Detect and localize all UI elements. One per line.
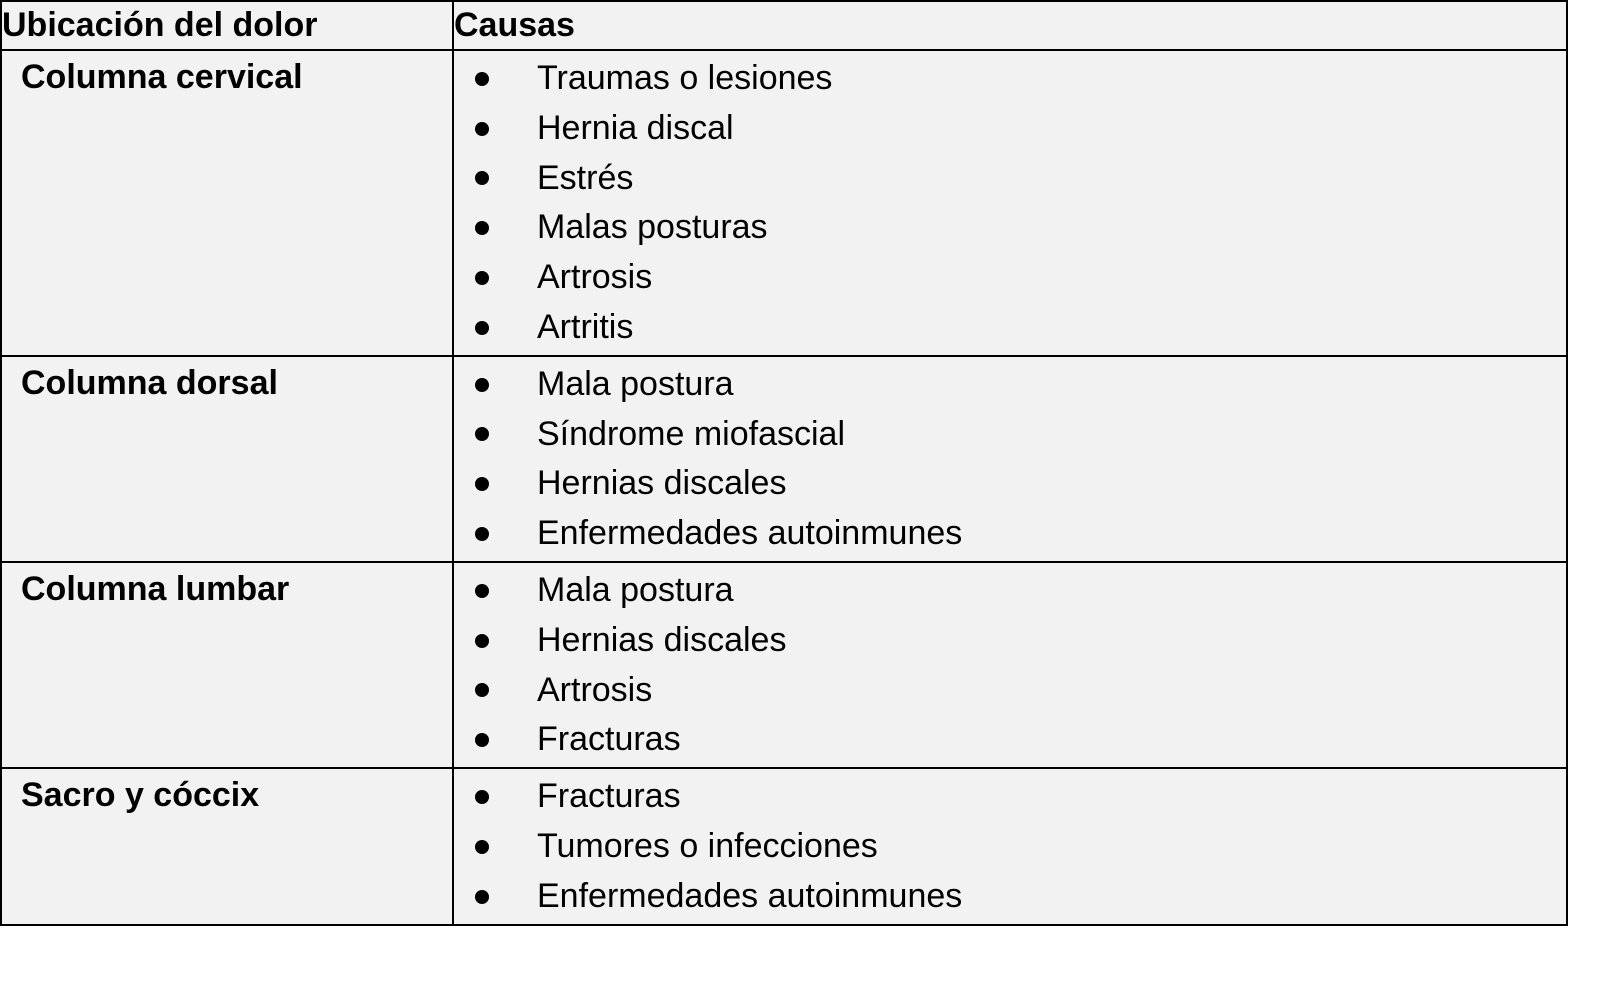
bullet-icon xyxy=(475,584,489,598)
bullet-icon xyxy=(475,683,489,697)
pain-location-cell: Columna cervical xyxy=(1,50,453,356)
header-location: Ubicación del dolor xyxy=(1,1,453,50)
bullet-icon xyxy=(475,477,489,491)
cause-list-item xyxy=(454,872,1566,922)
cause-text: Hernias discales xyxy=(537,620,787,659)
bullet-icon xyxy=(475,171,489,185)
cause-text: Estrés xyxy=(537,158,634,197)
cause-list xyxy=(454,54,1566,353)
cause-list xyxy=(454,772,1566,921)
cause-list-item xyxy=(454,360,1566,410)
cause-list xyxy=(454,566,1566,765)
bullet-icon xyxy=(475,733,489,747)
bullet-icon xyxy=(475,271,489,285)
bullet-icon xyxy=(475,221,489,235)
bullet-icon xyxy=(475,427,489,441)
bullet-icon xyxy=(475,890,489,904)
cause-text: Síndrome miofascial xyxy=(537,414,846,453)
cause-list-item xyxy=(454,410,1566,460)
bullet-icon xyxy=(475,122,489,136)
cause-text: Traumas o lesiones xyxy=(537,59,833,97)
cause-text: Artrosis xyxy=(537,258,653,297)
cause-list-item xyxy=(454,616,1566,666)
pain-location-cell: Columna dorsal xyxy=(1,356,453,562)
cause-text: Enfermedades autoinmunes xyxy=(537,876,963,915)
cause-text: Tumores o infecciones xyxy=(537,826,878,865)
pain-location-cell: Columna lumbar xyxy=(1,562,453,768)
bullet-icon xyxy=(475,840,489,854)
table-row xyxy=(1,562,1567,768)
cause-list-item xyxy=(454,566,1566,616)
cause-text: Artritis xyxy=(537,307,634,346)
cause-list-item xyxy=(454,715,1566,765)
table-row xyxy=(1,50,1567,356)
cause-list-item xyxy=(454,822,1566,872)
bullet-icon xyxy=(475,321,489,335)
cause-list-item xyxy=(454,203,1566,253)
bullet-icon xyxy=(475,378,489,392)
cause-text: Hernias discales xyxy=(537,464,787,503)
cause-text: Fracturas xyxy=(537,720,681,759)
causes-cell xyxy=(453,562,1567,768)
causes-cell xyxy=(453,768,1567,924)
bullet-icon xyxy=(475,72,489,86)
cause-text: Hernia discal xyxy=(537,108,734,147)
cause-text: Enfermedades autoinmunes xyxy=(537,514,963,553)
bullet-icon xyxy=(475,634,489,648)
cause-text: Mala postura xyxy=(537,364,734,403)
cause-text: Fracturas xyxy=(537,777,681,816)
cause-text: Malas posturas xyxy=(537,208,768,247)
cause-list-item xyxy=(454,772,1566,822)
cause-list-item xyxy=(454,54,1566,104)
table-row xyxy=(1,768,1567,924)
cause-text: Artrosis xyxy=(537,670,653,709)
cause-list xyxy=(454,360,1566,559)
cause-list-item xyxy=(454,459,1566,509)
cause-text: Mala postura xyxy=(537,570,734,609)
pain-location-cell: Sacro y cóccix xyxy=(1,768,453,924)
bullet-icon xyxy=(475,527,489,541)
cause-list-item xyxy=(454,104,1566,154)
table-header-row xyxy=(1,1,1567,50)
bullet-icon xyxy=(475,790,489,804)
cause-list-item xyxy=(454,253,1566,303)
causes-cell xyxy=(453,356,1567,562)
causes-cell xyxy=(453,50,1567,356)
table-body xyxy=(1,50,1567,925)
cause-list-item xyxy=(454,303,1566,353)
header-causes: Causas xyxy=(453,1,1567,50)
cause-list-item xyxy=(454,154,1566,204)
table-row xyxy=(1,356,1567,562)
cause-list-item xyxy=(454,509,1566,559)
cause-list-item xyxy=(454,666,1566,716)
